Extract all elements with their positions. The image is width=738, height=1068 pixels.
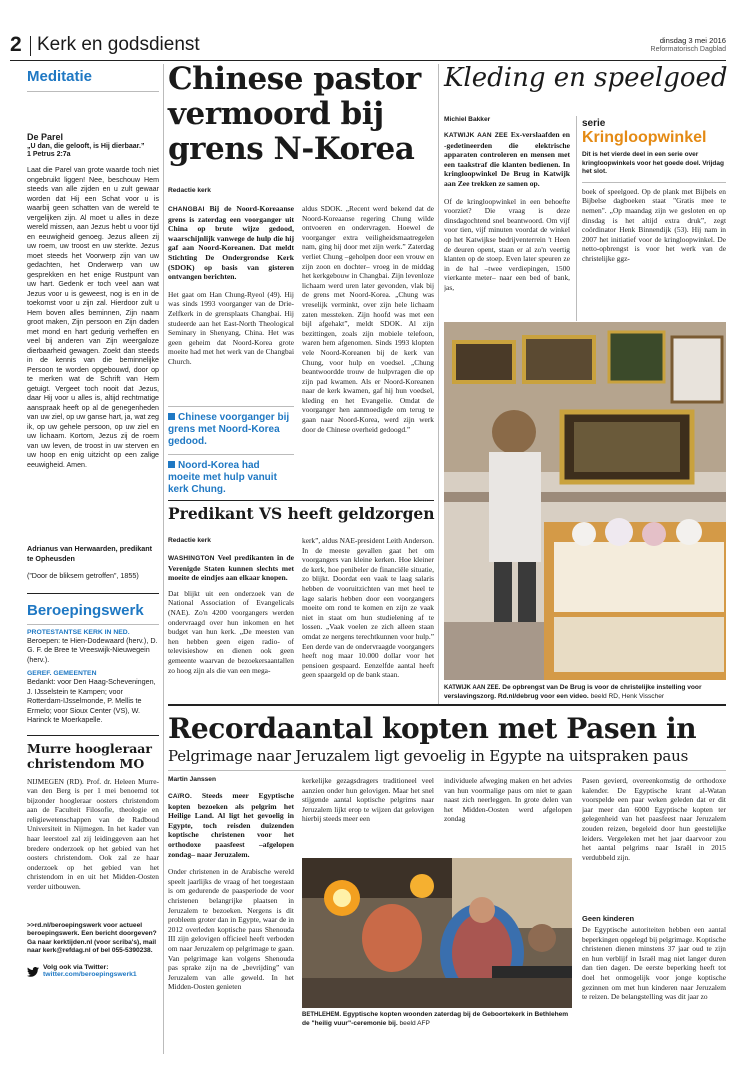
column-divider: [163, 64, 164, 1054]
bullet-square: [168, 461, 175, 468]
chinese-quote-1: Chinese voorganger bij grens met Noord-Korea gedood.: [168, 411, 290, 447]
kopten-subhead: Pelgrimage naar Jeruzalem ligt gevoelig in Egypte na uitspraken paus: [168, 747, 689, 765]
kopten-subhead2: Geen kinderen: [582, 914, 635, 923]
chinese-lead-text: Bij de Noord-Koreaanse grens is zaterdag een voorganger uit China op brute wijze gedood, waarschijnlijk vanwege de hulp die hij gaf aan Noord-Koreanen. Dat meldt Stichting De Ondergrondse Kerk (SDOK) op basis van gisteren ontvangen berichten.: [168, 204, 294, 282]
kleding-byline: Michiel Bakker: [444, 116, 491, 123]
kleding-headline: Kleding en speelgoed: [444, 63, 728, 93]
chinese-headline: Chinese pastor vermoord bij grens N-Korea: [168, 61, 421, 167]
pkn-heading: PROTESTANTSE KERK IN NED.: [27, 628, 130, 636]
series-box: [582, 118, 726, 302]
header-date: dinsdag 3 mei 2016: [659, 36, 726, 45]
thrift-store-photo: [444, 322, 726, 680]
header-divider: [30, 36, 31, 56]
section-title: Kerk en godsdienst: [37, 34, 200, 55]
divider: [582, 182, 726, 183]
predikant-col1-wrap: [168, 553, 294, 689]
predikant-lead: [168, 553, 294, 583]
meditatie-source: (”Door de bliksem getroffen”, 1855): [27, 571, 139, 580]
kopten-col1-wrap: [168, 791, 294, 1042]
series-title: Kringloopwinkel: [582, 129, 707, 146]
kopten-byline: Martin Janssen: [168, 776, 217, 783]
kopten-col1: Onder christenen in de Arabische wereld speelt jaarlijks de vraag of het toegestaan is om gedurende de paasperiode de voor christenen belangrijke plaatsen in Jeruzalem te bezoeken. Nergens is dit probleem groter dan in Egypte, waar de in 2012 overleden koptische paus Shenouda III zijn gelovigen officieel heeft verboden om naar Jeruzalem op pelgrimage te gaan. Van pelgrimage kan volgens Shenouda pas sprake zijn na de „bevrijding” van Jeruzalem van alle geweld. In het Midden-Oosten genieten: [168, 867, 294, 992]
caption-text: De opbrengst van De Brug is voor de christelijke instelling voor verslavingszorg. Rd.nl/debrug voor een video.: [444, 684, 702, 700]
kleding-dateline: KATWIJK AAN ZEE: [444, 132, 508, 139]
kleding-col1-wrap: [444, 130, 570, 305]
chinese-lead: [168, 204, 294, 282]
caption-place: KATWIJK AAN ZEE.: [444, 685, 501, 691]
column-divider: [438, 64, 439, 704]
divider: [168, 454, 294, 455]
bullet-square: [168, 413, 175, 420]
chinese-quote-2: Noord-Korea had moeite met hulp vanuit kerk Chung.: [168, 459, 277, 495]
meditatie-body: Laat die Parel van grote waarde toch niet ongebruikt liggen! Nee, beschouw Hem steeds van alle zijden en u zult gewaar worden dat Hij een Schat voor u is waarbij geen schatten van de wereld te vergelijken zijn. Al moet u alles in deze wereld missen, aan Jezus hebt u voor tijd en eeuwigheid genoeg. Jezus alleen zij uw roem, uw troost en uw sterkte. Jezus moet steeds het Voorwerp zijn van uw gedachten, het Onderwerp van uw gesprekken en het enige Rustpunt van uw hart. Gedenk er toch veel aan wat Jezus voor u is geweest, nog is en in de toekomst voor u zijn zal. Hierdoor zult u Hem boven alles beminnen, Zijn naam groot maken, Zijn persoon en Zijn daden met mond en hart gedurig verheffen en veel bij anderen van Zijn weergaloze dierbaarheid gewagen. Zoekt dan steeds in de kennis van die beminnelijke Persoon te worden opgebouwd, door op te merken wat de Schrift van Hem getuigt. Vergeet toch nooit dat Jezus, daar Hij voor u alles is, altijd rechtmatige aanspraak heeft op al de genegenheden van uw ziel, op uw ganse hart, ja, wat zeg ik, op uw gehele persoon, op uw ziel en uw lichaam. Kortom, Jezus zij de roem van uw leven, de troost in uw sterven en uw hoop en enig uitzicht op een zalige eeuwigheid. Amen.: [27, 166, 159, 469]
murre-title: Murre hoogleraar christendom MO: [27, 740, 152, 771]
chinese-lead-col: [168, 204, 294, 496]
caption-text: Egyptische kopten woonden zaterdag bij de Geboortekerk in Bethlehem de "heilig vuur"-ceremonie bij.: [302, 1011, 569, 1027]
divider: [27, 735, 159, 736]
divider: [168, 704, 726, 706]
twitter-link[interactable]: twitter.com/beroepingswerk1: [43, 970, 137, 978]
predikant-dateline: WASHINGTON: [168, 555, 215, 562]
murre-promo[interactable]: >>rd.nl/beroepingswerk voor actueel beroepingswerk. Een bericht doorgeven? Ga naar kerktijden.nl (voor scriba's), mail naar kerk@refdag.nl of bel 055-5390238.: [27, 921, 157, 955]
kleding-lead-text: Ex-verslaafden en -gedetineerden die elektrische apparaten controleren en mensen met een taakstraf die klanten bedienen. In kringloopwinkel De Brug in Katwijk aan Zee trekken ze samen op.: [444, 130, 570, 188]
kleding-col3: boek of speelgoed. Op de plank met Bijbels en Bijbelse dagboeken staat "Gratis mee te nemen". „Op maandag zijn we gesloten en op dinsdag is het altijd extra druk”, zegt coördinator Henk Binnendijk (53). Hij nam in 2007 het initiatief voor de kringloopwinkel. De netto-opbrengst is voor het werk van de christelijke ggz-: [582, 186, 726, 263]
twitter-icon: [27, 964, 39, 974]
kleding-col1: Of de kringloopwinkel in een behoefte voorziet? Die vraag is deze dinsdagochtend snel beantwoord. Om vijf voor tien, vijf minuten voordat de winkel op het Katwijkse bedrijventerrein 't Heen de deuren opent, staan er al zo'n veertig klanten op de stoep. Even later speuren ze in de hal –twee verdiepingen, 1500 vierkante meter– naar een bed of bank, jas,: [444, 196, 570, 292]
left-column: [27, 64, 159, 1054]
divider: [168, 406, 294, 407]
divider: [168, 770, 726, 771]
page-number: 2: [10, 33, 22, 56]
divider: [27, 91, 159, 92]
murre-body: NIJMEGEN (RD). Prof. dr. Heleen Murre-van den Berg is per 1 mei benoemd tot bijzonder hoogleraar oosters christendom aan de Faculteit Filosofie, theologie en religiewetenschappen van de Radboud Universiteit in Nijmegen. In het kader van haar leerstoel zal zij leidinggeven aan het bredere onderzoek op het gebied van het oosters christendom. Ook zal ze haar onderzoek op het gebied van het christendom in en uit het Midden-Oosten verder uitbouwen.: [27, 776, 159, 892]
kopten-col4b: De Egyptische autoriteiten hebben een aantal beperkingen opgelegd bij pelgrimage. Koptische christenen dienen minstens 37 jaar oud te zijn en hun verblijf in Israël mag niet langer duren dan tien dagen. De eerste beperking heeft tot doel het onmogelijk voor jonge koptische gezinnen om met hun kinderen naar Jeruzalem te reizen. De belangstelling was dit jaar zo: [582, 925, 726, 1002]
kopten-caption: [302, 1011, 572, 1028]
kopten-col4: [582, 776, 726, 1063]
twitter-label: Volg ook via Twitter:: [43, 963, 109, 971]
pkn-text: Beroepen: te Hien-Dodewaard (herv.), D. G. F. de Bree te Vreeswijk-Nieuwegein (herv.).: [27, 635, 158, 664]
caption-credit: beeld RD, Henk Visscher: [590, 692, 665, 700]
series-text: Dit is het vierde deel in een serie over kringloopwinkels voor het goede doel. Vrijdag het slot.: [582, 151, 724, 176]
series-label: serie: [582, 118, 606, 129]
caption-place: BETHLEHEM.: [302, 1012, 341, 1018]
column-divider: [576, 116, 577, 321]
chinese-col2: aldus SDOK. „Recent werd bekend dat de Noord-Koreaanse regering Chung wilde ontvoeren en ondervragen. Hoewel de voorganger extra veiligheidsmaatregelen nam, ging hij door met zijn werk.” Zaterdag verliet Chung –geholpen door een vrouw en zijn zoon en dochter– vroeg in de middag het kerkgebouw in Changbai. Zijn levenloze lichaam werd uren later gevonden, vlak bij de grens met Noord-Korea. „Chung was vreselijk verminkt, over zijn hele lichaam zaten messteken. Zijn hoofd was met een bijl afgehakt”, meldt SDOK. Al zijn bezittingen, zoals zijn mobiele telefoon, waren hem afgenomen. Sinds 1993 klopten vele Noord-Koreanen bij de kerk van Chung, voor hulp en voedsel. „Chung beantwoordde trouw de hulpvragen die op zijn pad kwamen. Als er Noord-Koreanen naar de kerk kwamen, gaf hij hun voedsel, kleding en het Evangelie. Omdat de voorganger hen aanmoedigde om terug te gaan naar Noord-Korea, werd zijn werk door de Chinese overheid gedoogd.”: [302, 204, 434, 434]
predikant-headline: Predikant VS heeft geldzorgen: [168, 504, 435, 523]
kopten-dateline: CAïRO.: [168, 793, 192, 800]
predikant-lead-text: Veel predikanten in de Verenigde Staten kunnen slechts met moeite de eindjes aan elkaar knopen.: [168, 553, 294, 583]
meditatie-author: Adrianus van Herwaarden, predikant te Opheusden: [27, 544, 153, 563]
divider: [27, 593, 159, 594]
twitter-block: [27, 964, 159, 978]
meditatie-title: De Parel: [27, 132, 64, 142]
gg-text: Bedankt: voor Den Haag-Scheveningen, J. IJsselstein te Kampen; voor Rotterdam-IJsselmonde, P. Mellis te Ermelo; voor Sioux Center (VS), W. Harinck te Moerkapelle.: [27, 677, 156, 724]
kleding-caption: [444, 684, 729, 701]
kopten-headline: Recordaantal kopten met Pasen in: [168, 712, 697, 745]
kopten-col3: individuele afweging maken en het advies van hun voormalige paus om niet te gaan naast zich neerleggen. In grote delen van het Midden-Oosten werd afgelopen zondag: [444, 776, 572, 824]
kopten-col2: kerkelijke gezagsdragers traditioneel veel aanzien onder hun gelovigen. Maar het snel stijgende aantal koptische pelgrims naar Jeruzalem lijkt erop te wijzen dat gelovigen hierbij steeds meer een: [302, 776, 434, 824]
kleding-lead: [444, 130, 570, 189]
kopten-col4a: Pasen gevierd, overeenkomstig de orthodoxe kalender. De Egyptische krant al-Watan voorspelde een paar weken geleden dat er dit jaar meer dan 6000 Egyptische kopten ter gelegenheid van het paasfeest naar Jeruzalem zouden reizen, begeleid door hun geestelijke leiders. Vergeleken met het jaar daarvoor zou het aantal pelgrims naar Israël in 2015 verdubbeld zijn.: [582, 776, 726, 862]
chinese-col1: Het gaat om Han Chung-Ryeol (49). Hij was sinds 1993 voorganger van de Drie-Zelfkerk in de grensplaats Changbai. Hij studeerde aan het East-North Theological Seminary in Shenyang, China. Het was geen geheim dat Noord-Korea grote moeite had met het werk van de Changbai Church.: [168, 289, 294, 366]
meditatie-motto: „U dan, die gelooft, is Hij dierbaar.”: [27, 143, 145, 150]
holy-fire-photo: [302, 858, 572, 1008]
caption-credit: beeld AFP: [399, 1019, 430, 1027]
predikant-col2: kerk”, aldus NAE-president Leith Anderson. In de meeste gevallen gaat het om voorgangers van kleine kerken. Hoe kleiner de kerk, hoe penibeler de financiële situatie, zo blijkt. Doordat een vaak te laag salaris hebben de vooruitzichten van met heel te lage salaris hebben door een voorgangers moeite om rond te komen en zijn ze vaak niet in staat om hun studielening af te lossen. „Vaak voelen ze zich alleen staan omdat ze nergens terechtkunnen voor hulp.” Een derde van de ondervraagde voorgangers heeft nog maar 10.000 dollar voor het pensioen gespaard. Eenzelfde aantal heeft geen spaargeld op de bank staan.: [302, 536, 434, 680]
chinese-byline: Redactie kerk: [168, 187, 211, 194]
gg-heading: GEREF. GEMEENTEN: [27, 670, 97, 677]
meditatie-label: Meditatie: [27, 68, 93, 85]
predikant-col1: Dat blijkt uit een onderzoek van de National Association of Evangelicals (NAE). Zo'n 4200 voorgangers werden ondervraagd over hun inkomen en het budget van hun kerk. „De meesten van hen hebben geen eigen radio- of televisieshow en dienen ook geen gemeente waarvan de bezoekersaantallen zo hoog zijn als die van een mega-: [168, 588, 294, 675]
kopten-lead: [168, 791, 294, 859]
divider: [168, 500, 434, 501]
divider: [27, 624, 159, 625]
meditatie-ref: 1 Petrus 2:7a: [27, 151, 71, 158]
kopten-lead-text: Steeds meer Egyptische kopten bezoeken als pelgrim het Heilige Land. Al ligt het gevoelig in Egypte, toch reisden duizenden koptische christenen voor het orthodoxe paasfeest –afgelopen zondag– naar Jeruzalem.: [168, 791, 294, 859]
beroepingswerk-label: Beroepingswerk: [27, 601, 144, 619]
header-paper: Reformatorisch Dagblad: [650, 46, 726, 53]
predikant-byline: Redactie kerk: [168, 537, 211, 544]
chinese-dateline: CHANGBAI: [168, 206, 205, 213]
